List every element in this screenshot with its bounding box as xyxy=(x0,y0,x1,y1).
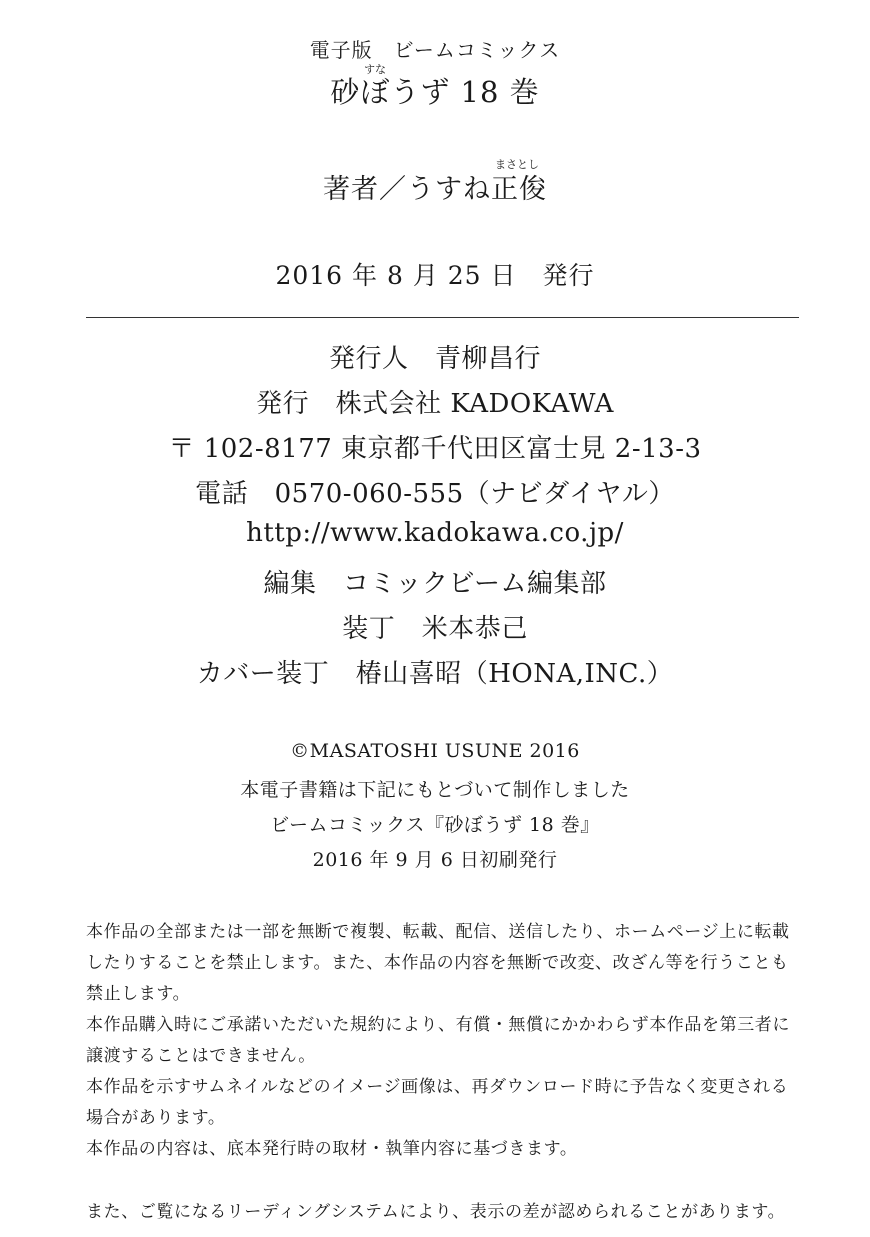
source-note: 本電子書籍は下記にもとづいて制作しました xyxy=(240,779,630,801)
notice-line: 本作品の全部または一部を無断で複製、転載、配信、送信したり、ホームページ上に転載 xyxy=(86,922,790,942)
source-date: 2016 年 9 月 6 日初刷発行 xyxy=(312,849,558,871)
editor-line: 編集 コミックビーム編集部 xyxy=(263,569,607,599)
publication-date: 2016 年 8 月 25 日 発行 xyxy=(275,261,595,290)
notice-line: 禁止します。 xyxy=(86,984,191,1004)
notice-line: 本作品を示すサムネイルなどのイメージ画像は、再ダウンロード時に予告なく変更される xyxy=(86,1077,789,1097)
design-line: 装丁 米本恭己 xyxy=(342,614,528,644)
notice-line: したりすることを禁止します。また、本作品の内容を無断で改変、改ざん等を行うことも xyxy=(86,953,789,973)
notice-line: 場合があります。 xyxy=(86,1108,226,1128)
footer-notice: また、ご覧になるリーディングシステムにより、表示の差が認められることがあります。 xyxy=(86,1202,786,1222)
book-title: 砂ぼうず 18 巻 xyxy=(330,75,540,109)
divider xyxy=(86,317,799,318)
source-book: ビームコミックス『砂ぼうず 18 巻』 xyxy=(270,814,600,836)
publisher-url[interactable]: http://www.kadokawa.co.jp/ xyxy=(246,518,624,548)
title-ruby: すな xyxy=(364,63,386,76)
notice-line: 本作品購入時にご承諾いただいた規約により、有償・無償にかかわらず本作品を第三者に xyxy=(86,1015,790,1035)
copyright-line: ©MASATOSHI USUNE 2016 xyxy=(290,740,580,762)
publisher-company: 発行 株式会社 KADOKAWA xyxy=(256,389,614,419)
publisher-phone: 電話 0570-060-555（ナビダイヤル） xyxy=(195,479,675,509)
notice-line: 譲渡することはできません。 xyxy=(86,1046,316,1066)
cover-design-line: カバー装丁 椿山喜昭（HONA,INC.） xyxy=(196,659,674,689)
author-line: 著者／うすね正俊 xyxy=(323,174,547,205)
publisher-line: 発行人 青柳昌行 xyxy=(328,344,541,374)
author-ruby: まさとし xyxy=(495,158,539,171)
imprint-label: 電子版 ビームコミックス xyxy=(309,38,561,62)
publisher-address: 〒 102-8177 東京都千代田区富士見 2-13-3 xyxy=(168,434,702,464)
notice-line: 本作品の内容は、底本発行時の取材・執筆内容に基づきます。 xyxy=(86,1139,578,1159)
